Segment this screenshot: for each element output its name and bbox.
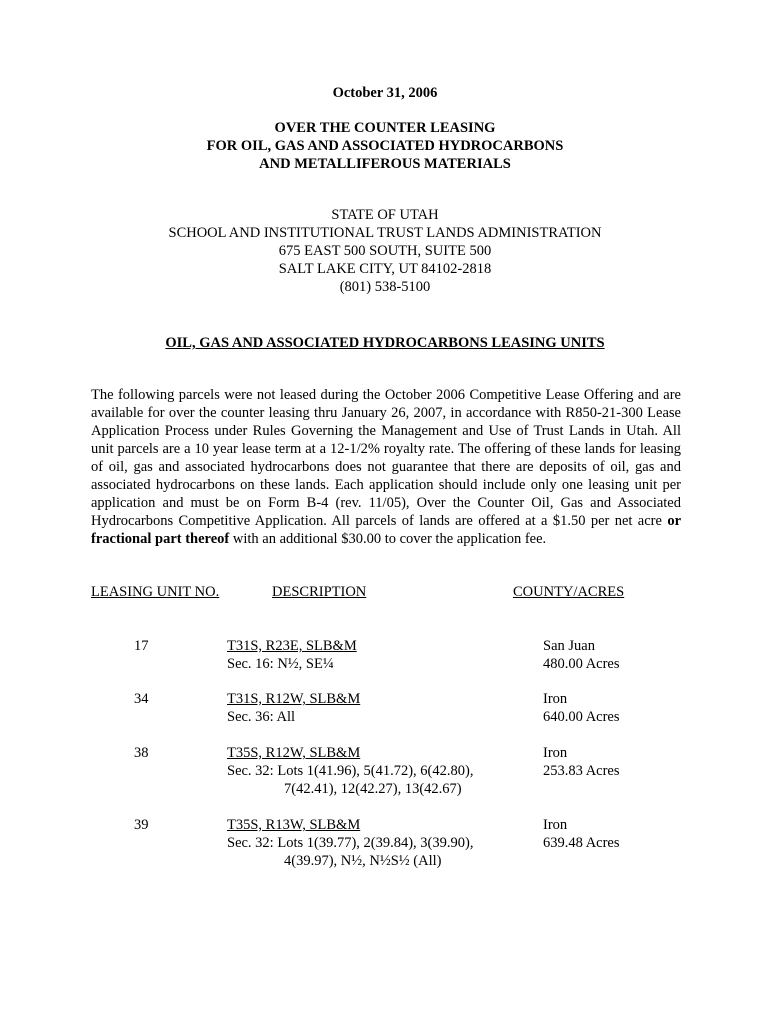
unit-county: San Juan bbox=[543, 638, 595, 654]
heading-line: OVER THE COUNTER LEASING bbox=[274, 120, 496, 136]
body-paragraph bbox=[91, 386, 681, 548]
column-header-unit-no: LEASING UNIT NO. bbox=[91, 584, 220, 600]
unit-acres: 480.00 Acres bbox=[543, 656, 620, 672]
unit-county-acres bbox=[543, 637, 620, 673]
unit-section-line: Sec. 16: N½, SE¼ bbox=[227, 656, 334, 672]
unit-acres: 253.83 Acres bbox=[543, 763, 620, 779]
unit-number: 39 bbox=[134, 817, 149, 833]
unit-number: 38 bbox=[134, 745, 149, 761]
unit-township: T35S, R12W, SLB&M bbox=[227, 745, 361, 761]
unit-township: T31S, R12W, SLB&M bbox=[227, 691, 361, 707]
unit-description bbox=[227, 637, 527, 673]
agency-street: 675 EAST 500 SOUTH, SUITE 500 bbox=[278, 243, 492, 259]
unit-number: 34 bbox=[134, 691, 149, 707]
unit-number: 17 bbox=[134, 638, 149, 654]
unit-county-acres bbox=[543, 816, 620, 852]
unit-description bbox=[227, 816, 527, 870]
heading-line: AND METALLIFEROUS MATERIALS bbox=[259, 156, 511, 172]
section-title: OIL, GAS AND ASSOCIATED HYDROCARBONS LEASING UNITS bbox=[165, 335, 605, 351]
agency-name: SCHOOL AND INSTITUTIONAL TRUST LANDS ADMINISTRATION bbox=[168, 225, 602, 241]
unit-section-line: Sec. 36: All bbox=[227, 709, 296, 725]
column-header-county-acres: COUNTY/ACRES bbox=[513, 584, 625, 600]
heading-line: FOR OIL, GAS AND ASSOCIATED HYDROCARBONS bbox=[206, 138, 564, 154]
paragraph-text: The following parcels were not leased during the October 2006 Competitive Lease Offering and are available for over the counter leasing thru January 26, 2007, in accordance with R850-21-300 Lease Application Process under Rules Governing the Management and Use of Trust Lands in Utah. All unit parcels are a 10 year lease term at a 12-1/2% royalty rate. The offering of these lands for leasing of oil, gas and associated hydrocarbons does not guarantee that there are deposits of oil, gas and associated hydrocarbons on these lands. Each application should include only one leasing unit per application and must be on Form B-4 (rev. 11/05), Over the Counter Oil, Gas and Associated Hydrocarbons Competitive Application. All parcels of lands are offered at a $1.50 per net acre bbox=[91, 387, 681, 529]
unit-county: Iron bbox=[543, 691, 568, 707]
unit-section-line: 4(39.97), N½, N½S½ (All) bbox=[284, 853, 442, 869]
unit-section-line: Sec. 32: Lots 1(41.96), 5(41.72), 6(42.80), bbox=[227, 763, 474, 779]
column-header-description: DESCRIPTION bbox=[272, 584, 367, 600]
unit-township: T35S, R13W, SLB&M bbox=[227, 817, 361, 833]
unit-county: Iron bbox=[543, 745, 568, 761]
unit-acres: 640.00 Acres bbox=[543, 709, 620, 725]
unit-county-acres bbox=[543, 690, 620, 726]
unit-county: Iron bbox=[543, 817, 568, 833]
unit-county-acres bbox=[543, 744, 620, 780]
unit-section-line: Sec. 32: Lots 1(39.77), 2(39.84), 3(39.90), bbox=[227, 835, 474, 851]
unit-acres: 639.48 Acres bbox=[543, 835, 620, 851]
unit-description bbox=[227, 690, 527, 726]
agency-phone: (801) 538-5100 bbox=[339, 279, 431, 295]
agency-city: SALT LAKE CITY, UT 84102-2818 bbox=[278, 261, 492, 277]
document-date: October 31, 2006 bbox=[332, 85, 438, 101]
paragraph-bold-text: or fractional part thereof bbox=[91, 513, 681, 547]
unit-township: T31S, R23E, SLB&M bbox=[227, 638, 357, 654]
agency-address-block bbox=[0, 206, 770, 296]
paragraph-text-end: with an additional $30.00 to cover the application fee. bbox=[229, 531, 547, 547]
agency-state: STATE OF UTAH bbox=[331, 207, 439, 223]
unit-section-line: 7(42.41), 12(42.27), 13(42.67) bbox=[284, 781, 462, 797]
unit-description bbox=[227, 744, 527, 798]
document-heading bbox=[0, 119, 770, 173]
